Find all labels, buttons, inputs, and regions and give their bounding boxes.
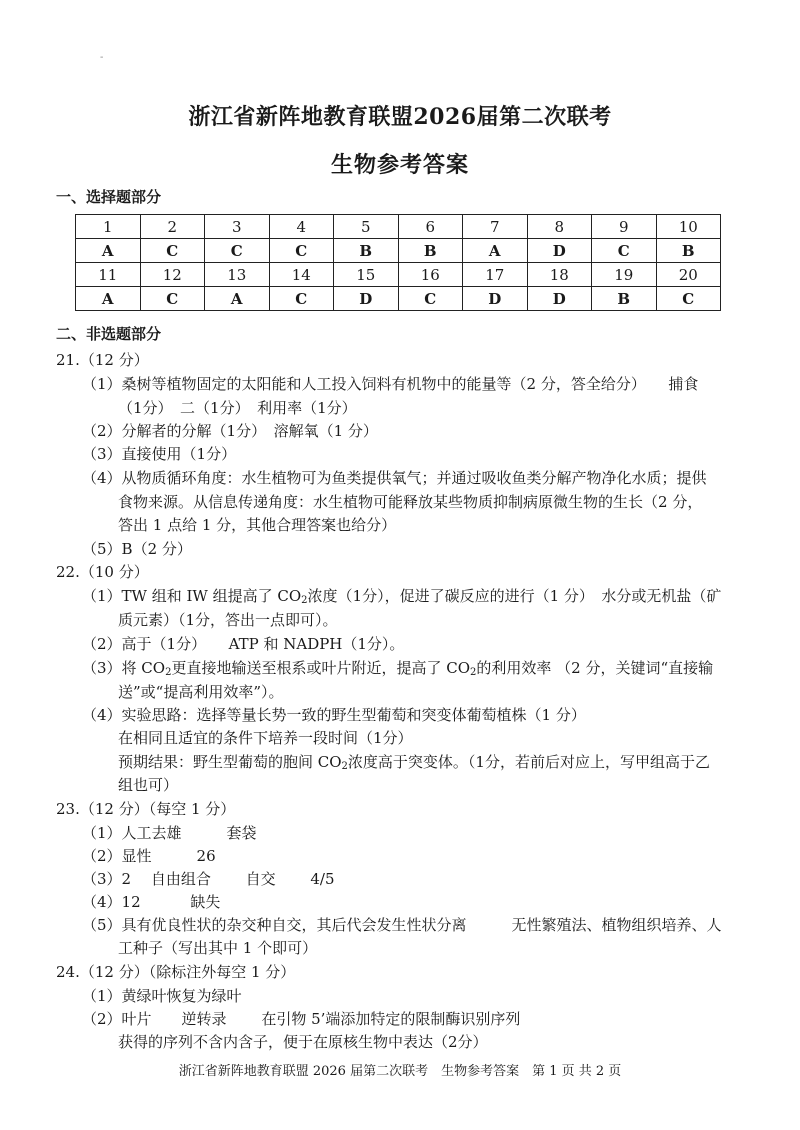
section-heading-multiple-choice: 一、选择题部分 xyxy=(56,188,162,206)
answer-cell: C xyxy=(269,239,334,263)
answer-cell: C xyxy=(592,239,657,263)
q22-line: （4）实验思路：选择等量长势一致的野生型葡萄和突变体葡萄植株（1 分） xyxy=(82,706,586,724)
page-footer: 浙江省新阵地教育联盟 2026 届第二次联考 生物参考答案 第 1 页 共 2 页 xyxy=(178,1064,622,1079)
q22-line xyxy=(82,585,721,606)
answer-cell: A xyxy=(76,239,141,263)
q22-line: 在相同且适宜的条件下培养一段时间（1分） xyxy=(118,729,413,747)
q22-line xyxy=(118,751,710,772)
question-number-cell: 20 xyxy=(656,263,721,287)
q22-line xyxy=(82,657,713,678)
q22-text: 更直接地输送至根系或叶片附近，提高了 CO xyxy=(171,659,471,677)
question-number-cell: 9 xyxy=(592,215,657,239)
q21-line: （4）从物质循环角度：水生植物可为鱼类提供氧气；并通过吸收鱼类分解产物净化水质；提供 xyxy=(82,469,707,487)
q23-line: （5）具有优良性状的杂交种自交，其后代会发生性状分离 无性繁殖法、植物组织培养、人 xyxy=(82,916,722,934)
section-heading-non-choice: 二、非选题部分 xyxy=(56,325,162,343)
question-number-cell: 4 xyxy=(269,215,334,239)
q22-text: （3）将 CO xyxy=(82,659,166,677)
question-24-heading: 24.（12 分）（除标注外每空 1 分） xyxy=(56,963,296,981)
page-subtitle: 生物参考答案 xyxy=(330,152,469,178)
q22-line: 送”或“提高利用效率”）。 xyxy=(118,683,284,701)
answer-cell: B xyxy=(334,239,399,263)
answer-cell: C xyxy=(140,239,205,263)
answer-cell: C xyxy=(656,287,721,311)
subscript: 2 xyxy=(341,761,348,772)
question-number-cell: 15 xyxy=(334,263,399,287)
answer-cell: C xyxy=(269,287,334,311)
answer-table xyxy=(75,214,721,311)
question-22-heading: 22.（10 分） xyxy=(56,563,149,581)
q22-text: （1）TW 组和 IW 组提高了 CO xyxy=(82,587,302,605)
q22-line: 组也可） xyxy=(118,776,179,794)
question-number-cell: 14 xyxy=(269,263,334,287)
q22-text: 的利用效率 （2 分，关键词“直接输 xyxy=(476,659,714,677)
answer-cell: D xyxy=(334,287,399,311)
answer-cell: D xyxy=(527,287,592,311)
question-number-cell: 1 xyxy=(76,215,141,239)
answer-cell: D xyxy=(463,287,528,311)
question-number-cell: 12 xyxy=(140,263,205,287)
question-23-heading: 23.（12 分）（每空 1 分） xyxy=(56,800,236,818)
q21-line: （5）B（2 分） xyxy=(82,540,192,558)
corner-mark: - xyxy=(100,52,104,63)
q23-line: （4）12 缺失 xyxy=(82,893,221,911)
q21-line: （2）分解者的分解（1分） 溶解氧（1 分） xyxy=(82,422,378,440)
q23-line: 工种子（写出其中 1 个即可） xyxy=(118,939,318,957)
q21-line: （1）桑树等植物固定的太阳能和人工投入饲料有机物中的能量等（2 分，答全给分） 捕食 xyxy=(82,375,699,393)
q21-line: （1分） 二（1分） 利用率（1分） xyxy=(118,399,357,417)
question-number-row xyxy=(76,263,721,287)
question-21-heading: 21.（12 分） xyxy=(56,351,149,369)
q21-line: （3）直接使用（1分） xyxy=(82,445,237,463)
answer-row xyxy=(76,287,721,311)
answer-cell: C xyxy=(205,239,270,263)
answer-cell: A xyxy=(76,287,141,311)
question-number-cell: 17 xyxy=(463,263,528,287)
answer-row xyxy=(76,239,721,263)
q24-line: （2）叶片 逆转录 在引物 5’端添加特定的限制酶识别序列 xyxy=(82,1010,521,1028)
q23-line: （2）显性 26 xyxy=(82,847,216,865)
q21-line: 答出 1 点给 1 分，其他合理答案也给分） xyxy=(118,516,397,534)
question-number-cell: 11 xyxy=(76,263,141,287)
question-number-cell: 18 xyxy=(527,263,592,287)
page-title: 浙江省新阵地教育联盟2026届第二次联考 xyxy=(188,104,612,130)
question-number-row xyxy=(76,215,721,239)
q22-text: 浓度（1分），促进了碳反应的进行（1 分） 水分或无机盐（矿 xyxy=(307,587,722,605)
q22-line: （2）高于（1分） ATP 和 NADPH（1分）。 xyxy=(82,635,405,653)
answer-cell: C xyxy=(398,287,463,311)
answer-cell: B xyxy=(398,239,463,263)
answer-cell: C xyxy=(140,287,205,311)
subscript: 2 xyxy=(301,595,308,606)
question-number-cell: 10 xyxy=(656,215,721,239)
question-number-cell: 16 xyxy=(398,263,463,287)
question-number-cell: 8 xyxy=(527,215,592,239)
q22-text: 浓度高于突变体。（1分，若前后对应上，写甲组高于乙 xyxy=(347,753,710,771)
q23-line: （1）人工去雄 套袋 xyxy=(82,824,257,842)
question-number-cell: 3 xyxy=(205,215,270,239)
answer-cell: A xyxy=(463,239,528,263)
question-number-cell: 5 xyxy=(334,215,399,239)
question-number-cell: 6 xyxy=(398,215,463,239)
subscript: 2 xyxy=(470,667,477,678)
q24-line: （1）黄绿叶恢复为绿叶 xyxy=(82,987,242,1005)
q22-text: 预期结果：野生型葡萄的胞间 CO xyxy=(118,753,342,771)
q22-line: 质元素）（1分，答出一点即可）。 xyxy=(118,611,338,629)
question-number-cell: 13 xyxy=(205,263,270,287)
subscript: 2 xyxy=(165,667,172,678)
answer-cell: A xyxy=(205,287,270,311)
question-number-cell: 19 xyxy=(592,263,657,287)
answer-cell: B xyxy=(592,287,657,311)
answer-cell: D xyxy=(527,239,592,263)
q23-line: （3）2 自由组合 自交 4/5 xyxy=(82,870,335,888)
question-number-cell: 2 xyxy=(140,215,205,239)
q24-line: 获得的序列不含内含子，便于在原核生物中表达（2分） xyxy=(118,1033,488,1051)
q21-line: 食物来源。从信息传递角度：水生植物可能释放某些物质抑制病原微生物的生长（2 分， xyxy=(118,493,703,511)
answer-cell: B xyxy=(656,239,721,263)
question-number-cell: 7 xyxy=(463,215,528,239)
